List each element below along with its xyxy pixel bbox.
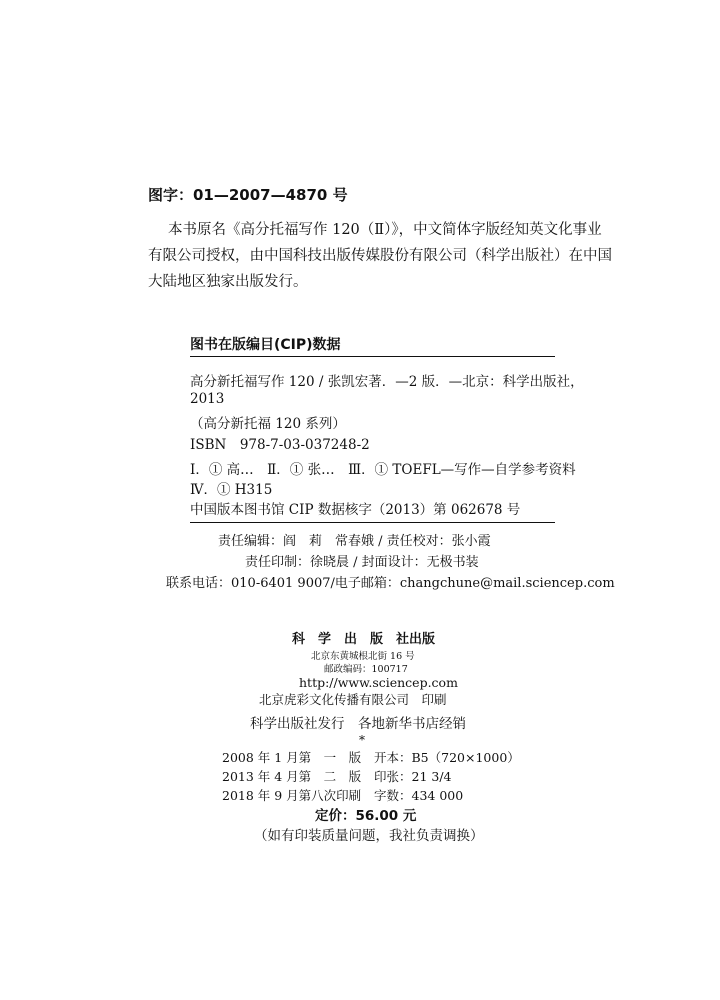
distribution: 科学出版社发行 各地新华书店经销: [250, 716, 466, 732]
cip-line: 2013: [190, 391, 225, 407]
cip-bottom-rule: [190, 522, 555, 523]
cip-classification: Ⅳ．① H315: [190, 482, 273, 498]
price: 定价：56.00 元: [315, 808, 417, 824]
format-info: 印张：21 3/4: [374, 769, 452, 784]
separator-star: *: [359, 733, 365, 747]
license-line: 大陆地区独家出版发行。: [148, 274, 308, 290]
cip-title: 图书在版编目(CIP)数据: [190, 337, 341, 353]
license-line: 有限公司授权，由中国科技出版传媒股份有限公司（科学出版社）在中国: [148, 248, 612, 264]
printer: 北京虎彩文化传播有限公司 印刷: [259, 692, 447, 707]
edition-line: 2018 年 9 月第八次印刷: [222, 788, 362, 803]
publisher-address: 北京东黄城根北街 16 号: [311, 651, 415, 662]
credit-print-design: 责任印制：徐晓晨 / 封面设计：无极书装: [245, 555, 479, 570]
edition-line: 2013 年 4 月第 二 版: [222, 769, 362, 784]
cip-series: （高分新托福 120 系列）: [190, 416, 346, 432]
quality-notice: （如有印装质量问题，我社负责调换）: [254, 828, 484, 844]
publisher-name: 科 学 出 版 社出版: [292, 632, 436, 647]
license-line: 本书原名《高分托福写作 120（Ⅱ）》，中文简体字版经知英文化事业: [168, 222, 602, 238]
cip-top-rule: [190, 356, 555, 357]
publisher-postcode: 邮政编码：100717: [324, 664, 408, 675]
format-info: 字数：434 000: [374, 788, 464, 803]
credit-contact: 联系电话：010-6401 9007/电子邮箱：changchune@mail.sciencep.com: [166, 576, 615, 591]
publisher-url: http://www.sciencep.com: [299, 675, 458, 690]
cip-classification: Ⅰ．① 高… Ⅱ．① 张… Ⅲ．① TOEFL—写作—自学参考资料: [190, 462, 576, 478]
cip-line: 高分新托福写作 120 / 张凯宏著．—2 版．—北京：科学出版社，: [190, 374, 584, 390]
credit-editors: 责任编辑：阎 莉 常春娥 / 责任校对：张小霞: [218, 534, 491, 549]
format-info: 开本：B5（720×1000）: [374, 750, 520, 765]
cip-number: 中国版本图书馆 CIP 数据核字（2013）第 062678 号: [190, 502, 521, 518]
registration-number: 图字：01—2007—4870 号: [148, 186, 348, 204]
cip-isbn: ISBN 978-7-03-037248-2: [190, 437, 370, 453]
edition-line: 2008 年 1 月第 一 版: [222, 750, 362, 765]
